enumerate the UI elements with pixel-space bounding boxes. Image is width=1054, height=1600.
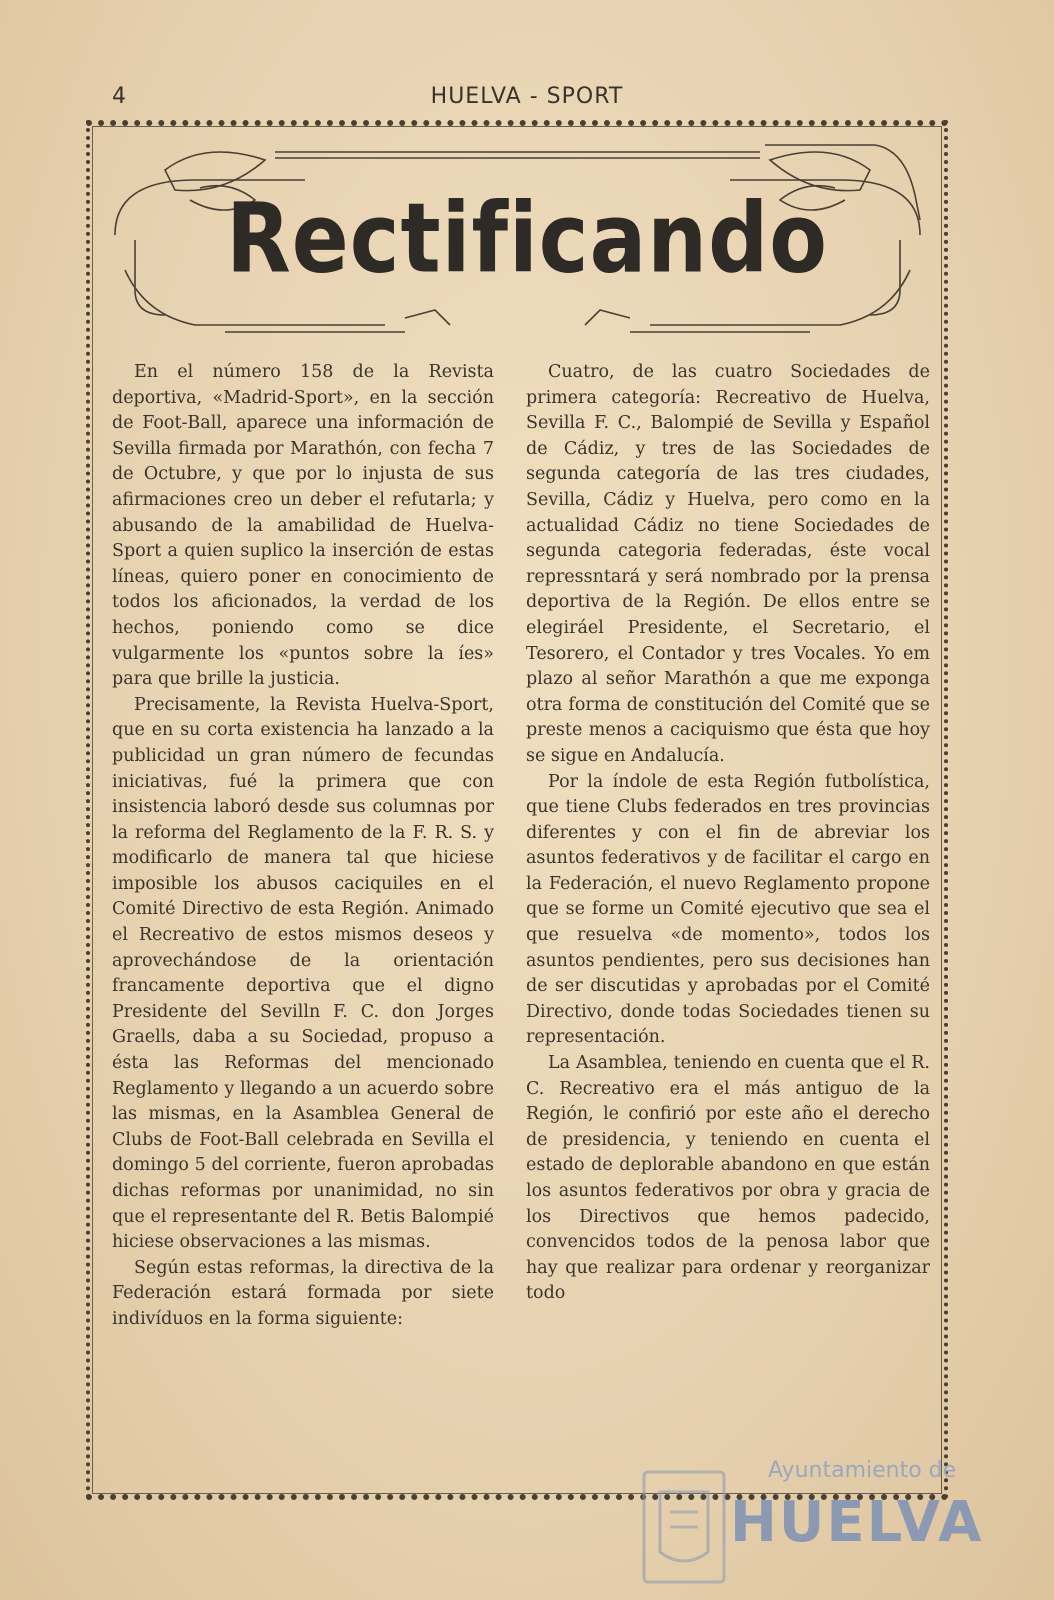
paragraph: Precisamente, la Revista Huelva-Sport, que en su corta existencia ha lanzado a la publicidad un gran número de fecundas iniciativas, fué la primera que con insistencia laboró desde sus columnas por la reforma del Reglamento de la F. R. S. y modificarlo de manera tal que hiciese imposible los abusos caciquiles en el Comité Directivo de esta Región. Animado el Recreativo de estos mismos deseos y aprovechándose de la orientación francamente deportiva que el digno Presidente del Sevilln F. C. don Jorges Graells, daba a su Sociedad, propuso a ésta las Reformas del mencionado Reglamento y llegando a un acuerdo sobre las mismas, en la Asamblea General de Clubs de Foot-Ball celebrada en Sevilla el domingo 5 del corriente, fueron aprobadas dichas reformas por unanimidad, no sin que el representante del R. Betis Balompié hiciese observaciones a las mismas. [112, 694, 494, 1253]
paragraph: Según estas reformas, la directiva de la Federación estará formada por siete indivíduos en la forma siguiente: [112, 1257, 494, 1329]
right-column [526, 360, 930, 1307]
paragraph: Por la índole de esta Región futbolística, que tiene Clubs federados en tres provincias diferentes y con el fin de abreviar los asuntos federativos y de facilitar el cargo en la Federación, el nuevo Reglamento propone que se forme un Comité ejecutivo que sea el que resuelva «de momento», todos los asuntos pendientes, pero sus decisiones han de ser discutidas y aprobadas por el Comité Directivo, donde todas Sociedades tienen su representación. [526, 771, 930, 1048]
page-number: 4 [112, 84, 126, 109]
paragraph: En el número 158 de la Revista deportiva, «Madrid-Sport», en la sección de Foot-Ball, aparece una información de Sevilla firmada por Marathón, con fecha 7 de Octubre, y que por lo injusta de sus afirmaciones creo un deber el refutarla; y abusando de la amabilidad de Huelva-Sport a quien suplico la inserción de estas líneas, quiero poner en conocimiento de todos los aficionados, la verdad de los hechos, poniendo como se dice vulgarmente los «puntos sobre la íes» para que brille la justicia. [112, 362, 494, 690]
running-title: HUELVA - SPORT [430, 84, 624, 109]
watermark-line2: HUELVA [730, 1490, 984, 1555]
paragraph: Cuatro, de las cuatro Sociedades de primera categoría: Recreativo de Huelva, Sevilla F. C., Balompié de Sevilla y Español de Cádiz, y tres de las Sociedades de segunda categoría de las tres ciudades, Sevilla, Cádiz y Huelva, pero como en la actualidad Cádiz no tiene Sociedades de segunda categoria federadas, éste vocal repressntará y será nombrado por la prensa deportiva de la Región. De ellos entre se elegiráel Presidente, el Secretario, el Tesorero, el Contador y tres Vocales. Yo em plazo al señor Marathón a que me exponga otra forma de constitución del Comité que se preste menos a caciquismo que ésta que hoy se sigue en Andalucía. [526, 362, 930, 766]
watermark-line1: Ayuntamiento de [768, 1458, 957, 1483]
article-title: Rectificando [226, 181, 828, 295]
left-column [112, 360, 494, 1333]
paragraph: La Asamblea, teniendo en cuenta que el R. C. Recreativo era el más antiguo de la Región, le confirió por este año el derecho de presidencia, y teniendo en cuenta el estado de deplorable abandono en que están los asuntos federativos por obra y gracia de los Directivos que hemos padecido, convencidos todos de la penosa labor que hay que realizar para ordenar y reorganizar todo [526, 1053, 930, 1304]
